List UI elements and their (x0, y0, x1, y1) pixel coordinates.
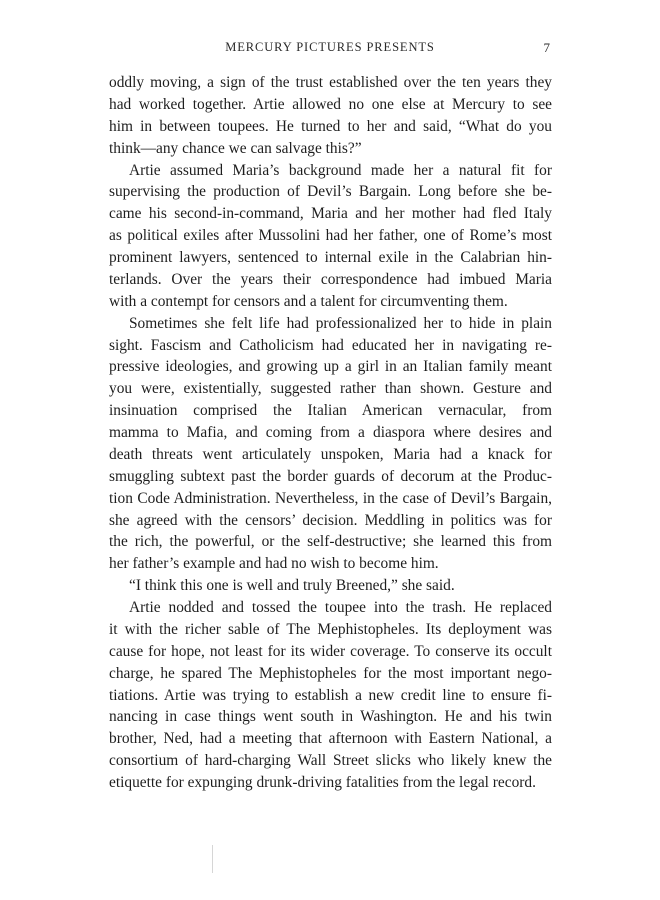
text-line: tiations. Artie was trying to establish a new credit line to ensure fi- (109, 686, 552, 704)
text-line: mamma to Mafia, and coming from a diaspora where desires and (109, 424, 552, 441)
text-line: charge, he spared The Mephistopheles for the most important nego- (109, 664, 552, 682)
body-text (109, 72, 552, 794)
text-line: death threats went articulately unspoken, Maria had a knack for (109, 445, 552, 463)
text-line: think—any chance we can salvage this?” (109, 139, 362, 157)
paragraph-first-line: Artie nodded and tossed the toupee into the trash. He replaced (129, 599, 552, 616)
text-line: oddly moving, a sign of the trust established over the ten years they (109, 74, 552, 91)
scan-artifact-mark (212, 845, 213, 873)
text-line: insinuation comprised the Italian American vernacular, from (109, 402, 552, 420)
text-line: had worked together. Artie allowed no one else at Mercury to see (109, 95, 552, 113)
page-number: 7 (543, 40, 550, 55)
text-line: terlands. Over the years their correspondence had imbued Maria (109, 270, 552, 288)
text-line: came his second-in-command, Maria and her mother had fled Italy (109, 205, 552, 223)
text-line: prominent lawyers, sentenced to internal exile in the Calabrian hin- (109, 249, 552, 266)
text-line: it with the richer sable of The Mephistopheles. Its deployment was (109, 620, 552, 638)
text-line: sight. Fascism and Catholicism had educated her in navigating re- (109, 336, 552, 354)
running-head: MERCURY PICTURES PRESENTS (225, 40, 435, 54)
text-line: the rich, the powerful, or the self-destructive; she learned this from (109, 533, 552, 551)
text-line: consortium of hard-charging Wall Street slicks who likely knew the (109, 752, 552, 770)
paragraph-first-line: Sometimes she felt life had professionalized her to hide in plain (129, 314, 552, 332)
text-line: she agreed with the censors’ decision. Meddling in politics was for (109, 511, 552, 529)
text-line: nancing in case things went south in Washington. He and his twin (109, 708, 552, 726)
text-line: with a contempt for censors and a talent for circumventing them. (109, 292, 508, 310)
text-line: her father’s example and had no wish to become him. (109, 555, 439, 573)
text-line: supervising the production of Devil’s Bargain. Long before she be- (109, 183, 552, 201)
text-line: smuggling subtext past the border guards of decorum at the Produc- (109, 467, 552, 485)
paragraph-first-line: “I think this one is well and truly Breened,” she said. (129, 577, 455, 595)
text-line: you were, existentially, suggested rather than shown. Gesture and (109, 380, 552, 398)
text-line: etiquette for expunging drunk-driving fatalities from the legal record. (109, 774, 536, 791)
text-line: tion Code Administration. Nevertheless, in the case of Devil’s Bargain, (109, 489, 552, 507)
text-line: cause for hope, not least for its wider coverage. To conserve its occult (109, 642, 552, 660)
text-line: pressive ideologies, and growing up a girl in an Italian family meant (109, 358, 552, 376)
paragraph-first-line: Artie assumed Maria’s background made her a natural fit for (129, 161, 552, 179)
text-line: brother, Ned, had a meeting that afternoon with Eastern National, a (109, 730, 552, 748)
text-line: him in between toupees. He turned to her and said, “What do you (109, 117, 552, 135)
text-line: as political exiles after Mussolini had her father, one of Rome’s most (109, 227, 552, 245)
